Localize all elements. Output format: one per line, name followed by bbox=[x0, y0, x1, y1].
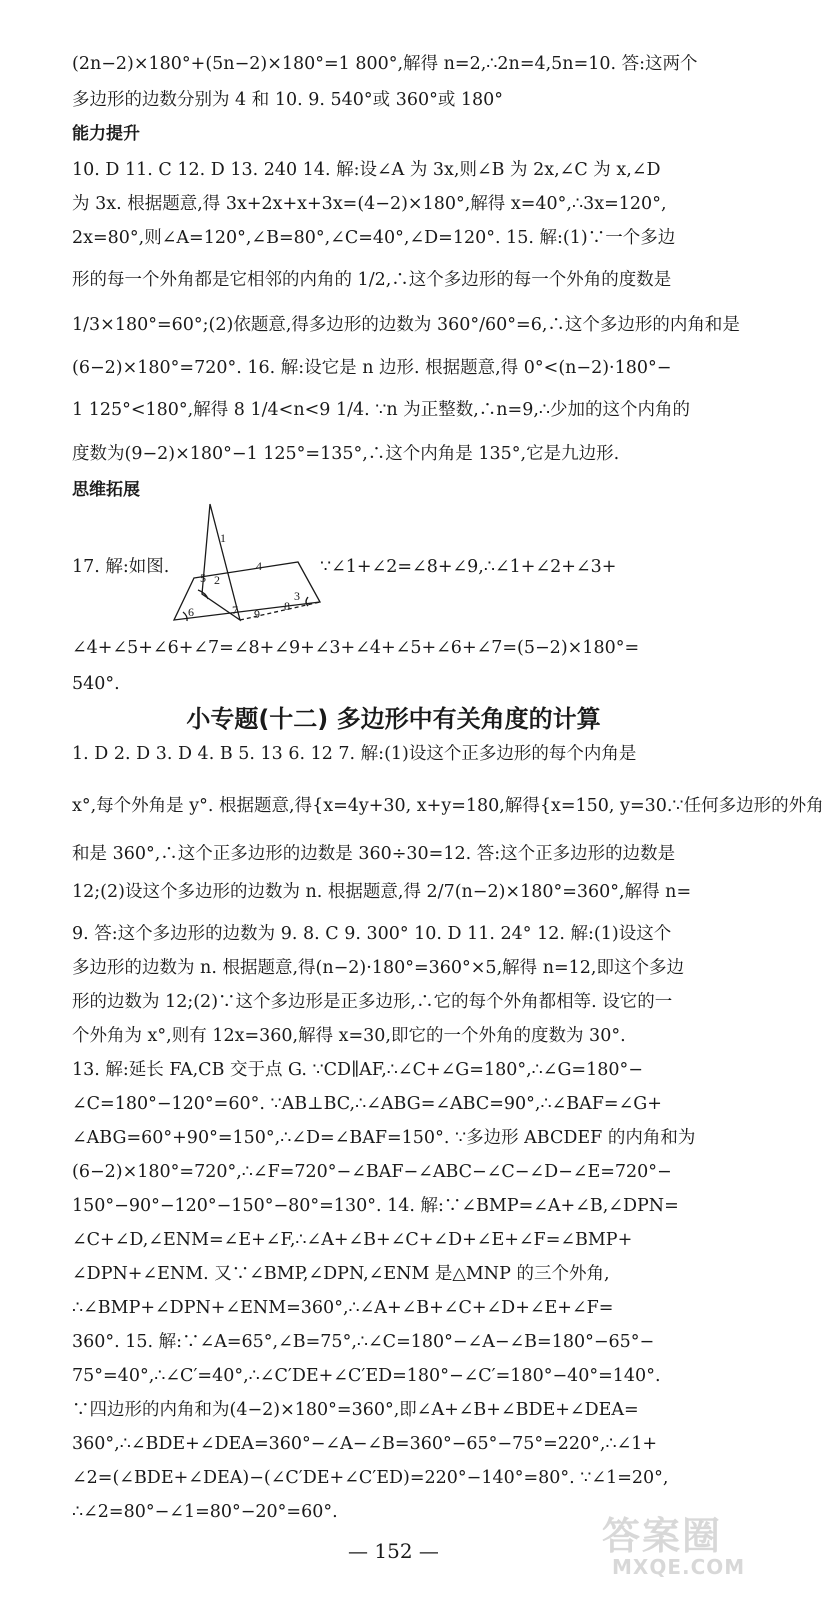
text-line: 150°−90°−120°−150°−80°=130°. 14. 解:∵∠BMP=∠A+∠B,∠DPN= bbox=[72, 1196, 679, 1216]
text-line: ∠2=(∠BDE+∠DEA)−(∠C′DE+∠C′ED)=220°−140°=80°. ∵∠1=20°, bbox=[72, 1468, 669, 1488]
text-line: 9. 答:这个多边形的边数为 9. 8. C 9. 300° 10. D 11. 24° 12. 解:(1)设这个 bbox=[72, 924, 672, 944]
figure-label: 7 bbox=[232, 603, 238, 617]
text-line: 度数为(9−2)×180°−1 125°=135°,∴这个内角是 135°,它是九边形. bbox=[72, 444, 620, 464]
text-line: 为 3x. 根据题意,得 3x+2x+x+3x=(4−2)×180°,解得 x=40°,∴3x=120°, bbox=[72, 194, 667, 214]
text-line: (6−2)×180°=720°. 16. 解:设它是 n 边形. 根据题意,得 0°<(n−2)·180°− bbox=[72, 358, 672, 378]
text-line: ∠C=180°−120°=60°. ∵AB⊥BC,∴∠ABG=∠ABC=90°,∴∠BAF=∠G+ bbox=[72, 1094, 662, 1114]
angle-arc bbox=[183, 612, 187, 621]
text-line: 和是 360°,∴这个正多边形的边数是 360÷30=12. 答:这个正多边形的边数是 bbox=[72, 844, 676, 864]
text-line: (2n−2)×180°+(5n−2)×180°=1 800°,解得 n=2,∴2n=4,5n=10. 答:这两个 bbox=[72, 54, 698, 74]
text-line: (6−2)×180°=720°,∴∠F=720°−∠BAF−∠ABC−∠C−∠D−∠E=720°− bbox=[72, 1162, 672, 1182]
figure-label: 4 bbox=[256, 559, 262, 573]
figure-label: 3 bbox=[294, 589, 300, 603]
text-line: 形的边数为 12;(2)∵这个多边形是正多边形,∴它的每个外角都相等. 设它的一 bbox=[72, 992, 673, 1012]
text-line: ∠C+∠D,∠ENM=∠E+∠F,∴∠A+∠B+∠C+∠D+∠E+∠F=∠BMP+ bbox=[72, 1230, 633, 1250]
watermark-site: MXQE.COM bbox=[612, 1555, 746, 1579]
text-line: 10. D 11. C 12. D 13. 240 14. 解:设∠A 为 3x,则∠B 为 2x,∠C 为 x,∠D bbox=[72, 160, 661, 180]
text-line: ∵四边形的内角和为(4−2)×180°=360°,即∠A+∠B+∠BDE+∠DEA= bbox=[72, 1400, 639, 1420]
q17-label: 17. 解:如图. bbox=[72, 557, 170, 577]
text-line: x°,每个外角是 y°. 根据题意,得{x=4y+30, x+y=180,解得{x=150, y=30.∵任何多边形的外角 bbox=[72, 796, 824, 816]
q17-right-text: ∵∠1+∠2=∠8+∠9,∴∠1+∠2+∠3+ bbox=[320, 557, 617, 577]
text-line: 540°. bbox=[72, 674, 120, 694]
text-line: 360°. 15. 解:∵∠A=65°,∠B=75°,∴∠C=180°−∠A−∠B=180°−65°− bbox=[72, 1332, 655, 1352]
topic-title: 小专题(十二) 多边形中有关角度的计算 bbox=[186, 705, 601, 733]
figure-label: 8 bbox=[284, 599, 290, 613]
page-number: — 152 — bbox=[348, 1539, 439, 1563]
text-line: ∠DPN+∠ENM. 又∵∠BMP,∠DPN,∠ENM 是△MNP 的三个外角, bbox=[72, 1264, 610, 1284]
text-line: ∠4+∠5+∠6+∠7=∠8+∠9+∠3+∠4+∠5+∠6+∠7=(5−2)×180°= bbox=[72, 638, 640, 658]
text-line: 个外角为 x°,则有 12x=360,解得 x=30,即它的一个外角的度数为 30°. bbox=[72, 1026, 626, 1046]
figure-label: 5 bbox=[200, 571, 206, 585]
text-line: 1. D 2. D 3. D 4. B 5. 13 6. 12 7. 解:(1)设这个正多边形的每个内角是 bbox=[72, 744, 637, 764]
text-line: 形的每一个外角都是它相邻的内角的 1/2,∴这个多边形的每一个外角的度数是 bbox=[72, 270, 672, 290]
text-line: 13. 解:延长 FA,CB 交于点 G. ∵CD∥AF,∴∠C+∠G=180°,∴∠G=180°− bbox=[72, 1060, 643, 1080]
polygon-figure bbox=[168, 496, 328, 630]
text-line: 多边形的边数分别为 4 和 10. 9. 540°或 360°或 180° bbox=[72, 90, 504, 110]
text-line: ∴∠BMP+∠DPN+∠ENM=360°,∴∠A+∠B+∠C+∠D+∠E+∠F= bbox=[72, 1298, 614, 1318]
figure-label: 2 bbox=[214, 573, 220, 587]
text-line: 360°,∴∠BDE+∠DEA=360°−∠A−∠B=360°−65°−75°=220°,∴∠1+ bbox=[72, 1434, 658, 1454]
text-line: 1 125°<180°,解得 8 1/4<n<9 1/4. ∵n 为正整数,∴n=9,∴少加的这个内角的 bbox=[72, 400, 691, 420]
section-heading-ability: 能力提升 bbox=[72, 124, 140, 144]
angle-arc bbox=[306, 597, 308, 606]
text-line: 2x=80°,则∠A=120°,∠B=80°,∠C=40°,∠D=120°. 15. 解:(1)∵一个多边 bbox=[72, 228, 676, 248]
text-line: 多边形的边数为 n. 根据题意,得(n−2)·180°=360°×5,解得 n=12,即这个多边 bbox=[72, 958, 684, 978]
watermark-text: 答案圈 bbox=[602, 1514, 723, 1558]
text-line: 12;(2)设这个多边形的边数为 n. 根据题意,得 2/7(n−2)×180°=360°,解得 n= bbox=[72, 882, 692, 902]
figure-label: 6 bbox=[188, 605, 194, 619]
section-heading-thinking: 思维拓展 bbox=[72, 480, 140, 500]
text-line: 1/3×180°=60°;(2)依题意,得多边形的边数为 360°/60°=6,∴这个多边形的内角和是 bbox=[72, 315, 740, 335]
figure-label: 1 bbox=[220, 531, 226, 545]
figure-label: 9 bbox=[254, 607, 260, 621]
watermark-logo bbox=[600, 1505, 770, 1585]
text-line: 75°=40°,∴∠C′=40°,∴∠C′DE+∠C′ED=180°−∠C′=180°−40°=140°. bbox=[72, 1366, 661, 1386]
text-line: ∠ABG=60°+90°=150°,∴∠D=∠BAF=150°. ∵多边形 ABCDEF 的内角和为 bbox=[72, 1128, 696, 1148]
text-line: ∴∠2=80°−∠1=80°−20°=60°. bbox=[72, 1502, 338, 1522]
